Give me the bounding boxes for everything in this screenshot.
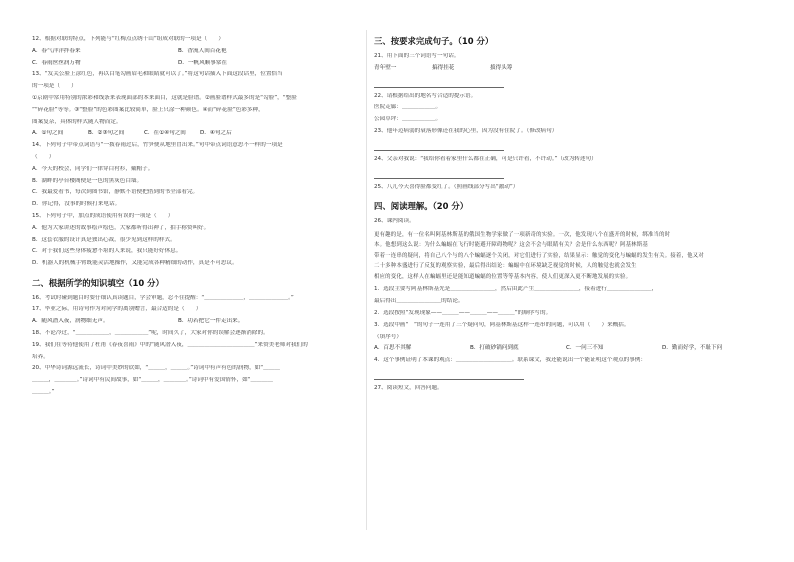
q21-words bbox=[374, 65, 766, 73]
q27-stem: 27、阅读短文，回答问题。 bbox=[374, 384, 443, 391]
q13-line: 13、“发关公脸上涂红色，再以白笔勾画眉毛和眼睛就可以了。”将这句话插入下面这段话里，位置恰当 bbox=[32, 71, 283, 78]
section-3-title: 三、按要求完成句子。（10 分） bbox=[374, 36, 494, 46]
section-4-title: 四、阅读理解。（20 分） bbox=[374, 201, 469, 212]
q23-answer-line[interactable] bbox=[374, 140, 504, 151]
q13-option-b[interactable]: B．②③句之间 bbox=[88, 130, 125, 137]
q17-options bbox=[32, 318, 372, 326]
left-column bbox=[32, 36, 372, 401]
reading-q4: 4．这个事例证明了本课的观点：＿＿＿＿＿＿＿＿＿＿。联系课文，我还能说出一个能证明这个观点的事例： bbox=[374, 357, 647, 364]
q12-stem: 12、根据对联的特点，下列能与“红梅点点绣千山”组成对联的一项是（ ） bbox=[32, 36, 224, 42]
q13-line: ①京剧中常用特别的浓彩和线条来表现面部的本来面目，这就是脸谱。②画脸谱样式最多的是“勾脸”，“整脸 bbox=[32, 94, 297, 101]
q22-stem: 22、请根据给出的地名写合适的提示语。 bbox=[374, 92, 477, 99]
q24-answer-line[interactable] bbox=[374, 168, 504, 179]
q17-stem: 17、毕业之际，用诗句作为对同学的离别赠言，最合适的是（ ） bbox=[32, 306, 202, 313]
q23-stem: 23、他年迈病弱的衰落形像还在我的心里，因为没有住院了。（修改病句） bbox=[374, 127, 558, 134]
reading-passage-line: 带着一连串的疑问，将自己八个与的八个蝙蝠逐个关闭，对它们进行了实验，结果显示：触觉的变化与蝙蝠的发生有关。接着，他又对 bbox=[374, 252, 704, 259]
q12-option-a[interactable]: A．春气洋洋拌春来 bbox=[32, 47, 81, 54]
q21-word: 搞得挂花 bbox=[432, 64, 455, 71]
q19-line: 19、我们在等待他使用了杜甫《春夜喜雨》中的“随风潜入夜，＿＿＿＿＿＿＿＿＿＿＿＿”来赞美老师对我们的 bbox=[32, 341, 308, 348]
q22-park[interactable]: 公园草坪：＿＿＿＿＿＿。 bbox=[374, 116, 442, 123]
q21-word: 青年壁一 bbox=[374, 64, 397, 71]
q20-line: 20、中华诗词源远流长，诗词中美妙的钦如，“＿＿＿，＿＿＿。”诗词中有声有色的润物，如“＿＿＿ bbox=[32, 365, 280, 372]
q21-stem: 21、用下面的三个词语写一句话。 bbox=[374, 53, 460, 59]
q12-option-d[interactable]: D．一帆风顺事常在 bbox=[178, 59, 228, 66]
reading-passage-line: 相应的变化，这样人在蝙蝠里还是能知道蝙蝠的位置等等基本内容，使人们更深入更不断地发展的实验。 bbox=[374, 273, 632, 280]
q13-option-c[interactable]: C．在①④句之间 bbox=[144, 130, 186, 137]
q13-line: ”“碎花脸”等等。③“整脸”的色彩图案比较简单，脸上只涂一种颜色。④而“碎花脸”色彩多种， bbox=[32, 106, 264, 113]
q17-option-b[interactable]: B．功若把它一件走出来。 bbox=[178, 318, 244, 325]
q13-option-d[interactable]: D．④句之后 bbox=[200, 130, 232, 137]
q12-option-c[interactable]: C．春雨丝丝润万物 bbox=[32, 59, 81, 66]
q15-option-d[interactable]: D．机器人的机械手臂既能灵活地操作，又能完成各种精细的动作，真是不可思议。 bbox=[32, 260, 238, 267]
q14-line: （ ） bbox=[32, 153, 55, 160]
reading-q3: 3．选段中画“ ”的句子一连用了三个疑问句，阿基林斯基这样一连串的问题，可以用（ ）来概括。 bbox=[374, 321, 630, 328]
reading-q3-option-b[interactable]: B．打破砂锅问到底 bbox=[470, 345, 519, 352]
q20-line: ＿＿＿。” bbox=[32, 389, 55, 396]
section-2-title: 二、根据所学的知识填空（10 分） bbox=[32, 277, 164, 288]
q12-options-row1 bbox=[32, 48, 372, 56]
right-column bbox=[374, 26, 766, 397]
q13-line: 图案复杂，具体的样式随人物而定。 bbox=[32, 118, 122, 125]
q15-option-a[interactable]: A．他为大家讲述的故事绘声绘色，大家都听得出神了，拍手称赞叫好。 bbox=[32, 224, 210, 231]
q12-options-row2 bbox=[32, 60, 372, 68]
reading-q1: 1．选段主要写阿基林斯基先是＿＿＿＿＿＿＿＿，然后由此产生＿＿＿＿＿＿＿＿，接着进行＿＿＿＿＿＿＿＿， bbox=[374, 286, 658, 293]
q15-stem: 15、下列句子中，加点的成语使用有误的一项是（ ） bbox=[32, 212, 174, 219]
reading-q2: 2．选段按照“发现现象——＿＿＿——＿＿＿——＿＿＿”的顺序写的。 bbox=[374, 309, 552, 316]
q16-line: 16、考试时碰到题目时要仔细认真读题目，学会审题，忍不住提醒：“＿＿＿＿＿＿＿，＿＿＿＿＿＿＿。” bbox=[32, 294, 294, 301]
q13-options bbox=[32, 130, 372, 138]
q15-option-c[interactable]: C．对于我们这些身体疲惫不堪的人来说，我只能好好休息。 bbox=[32, 248, 182, 255]
q21-word: 拔得头筹 bbox=[490, 64, 513, 71]
q14-line: 14、下列句子中带点词语与“一拨春雨过后，竹笋便从地里冒出来。”句中带点词语意思不一样的一项是 bbox=[32, 142, 283, 149]
reading-passage-line: 二十多种本盛进行了反复的观察实验，最后得出结论：蝙蝠中在环境缺乏视觉的时候，人的触觉也就会发生 bbox=[374, 263, 637, 270]
q12-option-b[interactable]: B．香流人间百花艳 bbox=[178, 47, 227, 54]
reading-q3-option-d[interactable]: D．勤而好学，不耻下问 bbox=[662, 345, 723, 352]
q24-stem: 24、父亲对我说：“我给你看着家里什么都在正确，可是只许看，不许动。”（改为转述句） bbox=[374, 155, 597, 162]
reading-q1-cont: 最后得出＿＿＿＿＿＿＿＿的结论。 bbox=[374, 298, 464, 305]
reading-q3-option-c[interactable]: C．一问三不知 bbox=[566, 345, 604, 352]
q14-option-d[interactable]: D．你记得，没事的时候打来电话。 bbox=[32, 201, 121, 208]
q25-stem: 25、八儿今天喜得脸都变红了。（照画线部分写出“激动”） bbox=[374, 183, 519, 190]
q17-option-a[interactable]: A．随风潜入夜，润物细无声。 bbox=[32, 318, 109, 325]
q21-answer-line[interactable] bbox=[374, 77, 504, 88]
q13-option-a[interactable]: A．①句之间 bbox=[32, 130, 64, 137]
q13-line: 的一项是（ ） bbox=[32, 83, 77, 90]
q14-option-a[interactable]: A．今天的校会，同学们一律穿白衬衫，戴帽子。 bbox=[32, 165, 154, 172]
reading-passage-line: 更有趣的是，有一位名叫阿基林斯基的俄国生物学家做了一项新奇的实验。一次，他发现八个在盛开的时候，绑准当的时 bbox=[374, 231, 671, 238]
q14-option-c[interactable]: C．我最爱看书，每次到图书馆，静默不语便把借到的书全部看完。 bbox=[32, 189, 199, 196]
reading-q3-option-a[interactable]: A．百思不其解 bbox=[374, 345, 412, 352]
reading-q4-answer-line[interactable] bbox=[374, 369, 524, 380]
q26-stem: 26、课内阅读。 bbox=[374, 218, 415, 225]
q14-option-b[interactable]: B．湖畔的亭台楼阁便是一色的黑灰色白墙。 bbox=[32, 177, 143, 184]
q18-line: 18、不论冷过，“＿＿＿＿＿＿，＿＿＿＿＿＿”呢，时间久了，大家对你的误解会逐渐消除的。 bbox=[32, 330, 269, 337]
q20-line: ＿＿＿，＿＿＿＿。”诗词中有民间故事，如“＿＿＿，＿＿＿＿。”诗词中有爱国情怀，如“＿＿＿＿ bbox=[32, 377, 273, 384]
reading-q3-options bbox=[374, 345, 766, 353]
q19-line: 培养。 bbox=[32, 353, 49, 360]
reading-q3-note: （填序号） bbox=[374, 333, 402, 340]
reading-passage-line: 本。他想到这么说：为什么蝙蝠在飞行时能避开障碍物呢？这会不会与眼睛有关？会是什么东西呢？阿基林斯基 bbox=[374, 242, 648, 249]
q22-hospital[interactable]: 医院走廊：＿＿＿＿＿＿。 bbox=[374, 104, 442, 111]
q15-option-b[interactable]: B．这套衣服的设计真是独出心裁，很少见到这样的样式。 bbox=[32, 236, 176, 243]
